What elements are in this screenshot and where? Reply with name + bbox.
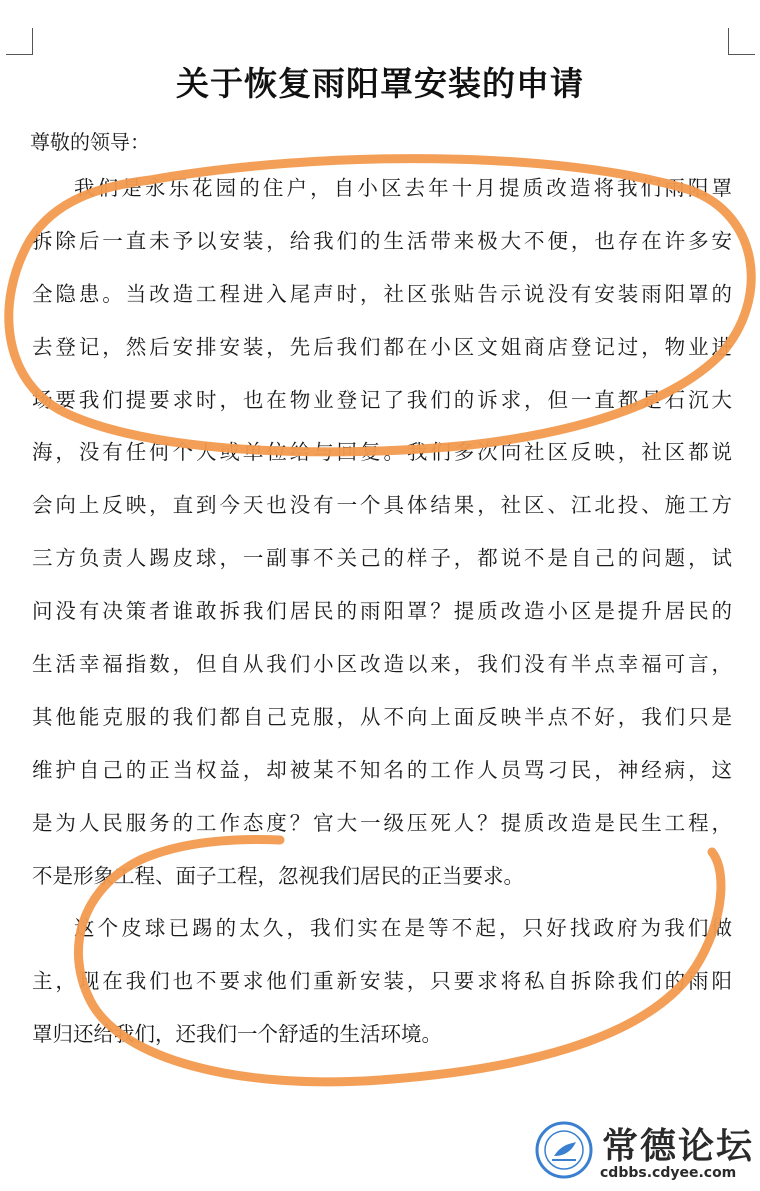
letter-body xyxy=(32,168,732,1067)
body-line: 问没有决策者谁敢拆我们居民的雨阳罩？提质改造小区是提升居民的 xyxy=(32,599,732,624)
crop-mark-top-left xyxy=(6,28,33,55)
body-line: 三方负责人踢皮球，一副事不关己的样子，都说不是自己的问题，试 xyxy=(32,546,732,571)
body-line: 这个皮球已踢的太久，我们实在是等不起，只好找政府为我们做 xyxy=(74,916,732,941)
body-line: 海，没有任何个人或单位给与回复。我们多次向社区反映，社区都说 xyxy=(32,440,732,465)
greeting: 尊敬的领导： xyxy=(30,130,150,154)
body-line: 其他能克服的我们都自己克服，从不向上面反映半点不好，我们只是 xyxy=(32,704,732,729)
body-line: 维护自己的正当权益，却被某不知名的工作人员骂刁民，神经病，这 xyxy=(32,757,732,782)
site-watermark xyxy=(530,1118,755,1188)
body-line: 罩归还给我们，还我们一个舒适的生活环境。 xyxy=(32,1022,442,1047)
body-line: 是为人民服务的工作态度？官大一级压死人？提质改造是民生工程， xyxy=(32,810,732,835)
site-url: cdbbs.cdyee.com xyxy=(600,1165,737,1181)
body-line: 拆除后一直未予以安装，给我们的生活带来极大不便，也存在许多安 xyxy=(32,228,732,253)
body-line: 生活幸福指数，但自从我们小区改造以来，我们没有半点幸福可言， xyxy=(32,652,732,677)
body-line: 不是形象工程、面子工程，忽视我们居民的正当要求。 xyxy=(32,863,524,888)
body-line: 全隐患。当改造工程进入尾声时，社区张贴告示说没有安装雨阳罩的 xyxy=(32,281,732,306)
crop-mark-top-right xyxy=(728,28,755,55)
document-title: 关于恢复雨阳罩安装的申请 xyxy=(176,64,584,103)
site-name: 常德论坛 xyxy=(602,1125,755,1167)
site-seal-logo xyxy=(534,1120,594,1180)
body-line: 主，现在我们也不要求他们重新安装，只要求将私自拆除我们的雨阳 xyxy=(32,969,732,994)
body-line: 会向上反映，直到今天也没有一个具体结果，社区、江北投、施工方 xyxy=(32,493,732,518)
body-line: 去登记，然后安排安装，先后我们都在小区文姐商店登记过，物业进 xyxy=(32,334,732,359)
body-line: 我们是永乐花园的住户，自小区去年十月提质改造将我们雨阳罩 xyxy=(74,176,732,200)
body-line: 场要我们提要求时，也在物业登记了我们的诉求，但一直都是石沉大 xyxy=(32,387,732,412)
